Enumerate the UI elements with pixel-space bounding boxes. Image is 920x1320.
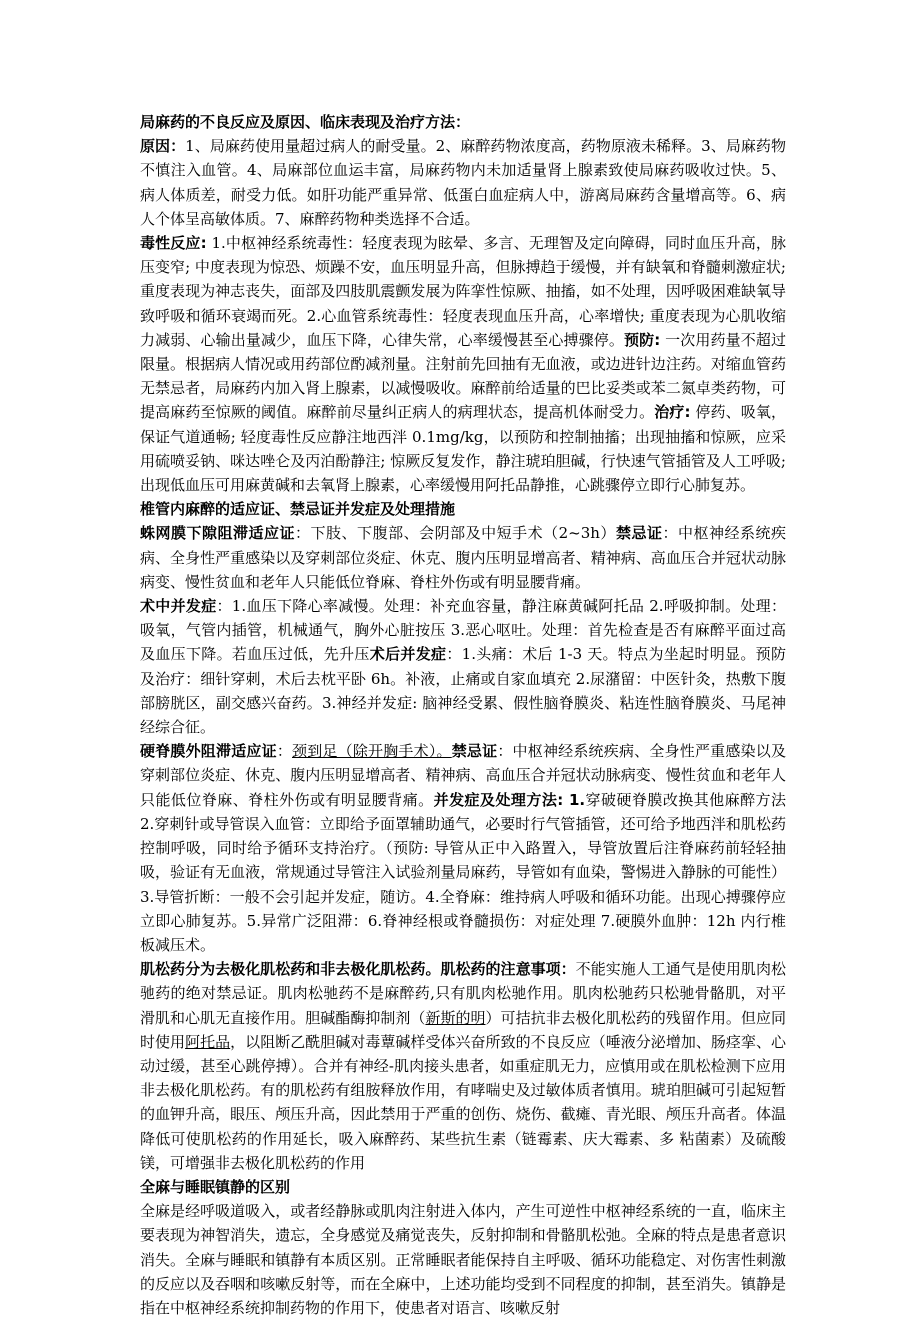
- body-text: 停药、吸氧，保证气道通畅; 轻度毒性反应静注地西泮 0.1mg/kg，以预防和控制抽搐；出现抽搐和惊厥，应采用硫喷妥钠、咪达唑仑及丙泊酚静注; 惊厥反复发作，静注琥珀胆碱，行快速气管插管及人工呼吸; 出现低血压可用麻黄碱和去氧肾上腺素，心率缓慢用阿托品静推，心跳骤停立即行心肺复苏。: [140, 403, 786, 495]
- bold-label: 硬脊膜外阻滞适应证: [140, 742, 277, 761]
- body-text: ，以阻断乙酰胆碱对毒蕈碱样受体兴奋所致的不良反应（唾液分泌增加、肠痉挛、心动过缓，甚至心跳停搏）。合并有神经-肌肉接头患者，如重症肌无力，应慎用或在肌松检测下应用非去极化肌松药。有的肌松药有组胺释放作用，有哮喘史及过敏体质者慎用。琥珀胆碱可引起短暂的血钾升高，眼压、颅压升高，因此禁用于严重的创伤、烧伤、截瘫、青光眼、颅压升高者。体温降低可使肌松药的作用延长，吸入麻醉药、某些抗生素（链霉素、庆大霉素、多 粘菌素）及硫酸镁，可增强非去极化肌松药的作用: [140, 1032, 786, 1172]
- bold-label: 禁忌证: [615, 524, 663, 543]
- bold-label: 肌松药分为去极化肌松药和非去极化肌松药。肌松药的注意事项：: [140, 960, 576, 979]
- bold-label: 术后并发症: [369, 645, 447, 664]
- bold-label: 术中并发症: [140, 597, 217, 616]
- section-heading: [140, 497, 786, 521]
- document-page: [140, 110, 786, 1320]
- paragraph: [140, 594, 786, 739]
- body-text: ：中枢神经系统疾病、全身性严重感染以及穿刺部位炎症、休克、腹内压明显增高者、精神病、高血压合并冠状动脉病变、慢性贫血和老年人只能低位脊麻、脊柱外伤或有明显腰背痛。: [140, 524, 786, 591]
- body-text: ：中枢神经系统疾病、全身性严重感染以及穿刺部位炎症、休克、腹内压明显增高者、精神病、高血压合并冠状动脉病变、慢性贫血和老年人只能低位脊麻、脊柱外伤或有明显腰背痛。: [140, 742, 786, 809]
- paragraph: [140, 521, 786, 594]
- section-heading: [140, 110, 786, 134]
- bold-label: 治疗:: [654, 403, 691, 422]
- section-heading: [140, 1175, 786, 1199]
- paragraph: [140, 134, 786, 231]
- body-text: ：下肢、下腹部、会阴部及中短手术（2~3h）: [295, 524, 616, 543]
- body-text: 1、局麻药使用量超过病人的耐受量。2、麻醉药物浓度高，药物原液未稀释。3、局麻药物不慎注入血管。4、局麻部位血运丰富，局麻药物内未加适量肾上腺素致使局麻药吸收过快。5、病人体质差，耐受力低。如肝功能严重异常、低蛋白血症病人中，游离局麻药含量增高等。6、病人个体呈高敏体质。7、麻醉药物种类选择不合适。: [140, 137, 786, 228]
- paragraph: [140, 739, 786, 957]
- body-text: ）可拮抗非去极化肌松药的残留作用。但应同时使用: [140, 1008, 786, 1051]
- bold-label: 毒性反应:: [140, 234, 207, 253]
- bold-label: 椎管内麻醉的适应证、禁忌证并发症及处理措施: [140, 500, 456, 519]
- body-text: ：1.血压下降心率减慢。处理：补充血容量，静注麻黄碱阿托品 2.呼吸抑制。处理：吸氧，气管内插管，机械通气，胸外心脏按压 3.恶心呕吐。处理：首先检查是否有麻醉平面过高及血压下降。若血压过低，先升压: [140, 597, 786, 664]
- bold-label: 蛛网膜下隙阻滞适应证: [140, 524, 296, 543]
- body-text: 1.中枢神经系统毒性：轻度表现为眩晕、多言、无理智及定向障碍，同时血压升高，脉压变窄; 中度表现为惊恐、烦躁不安，血压明显升高，但脉搏趋于缓慢，并有缺氧和脊髓刺激症状; 重度表现为神志丧失，面部及四肢肌震颤发展为阵挛性惊厥、抽搐，如不处理，因呼吸困难缺氧导致呼吸和循环衰竭而死。2.心血管系统毒性：轻度表现血压升高，心率增快; 重度表现为心肌收缩力减弱、心输出量减少，血压下降，心律失常，心率缓慢甚至心搏骤停。: [140, 234, 786, 349]
- body-text: 一次用药量不超过限量。根据病人情况或用药部位酌减剂量。注射前先回抽有无血液，或边进针边注药。对缩血管药无禁忌者，局麻药内加入肾上腺素，以减慢吸收。麻醉前给适量的巴比妥类或苯二氮卓类药物，可提高麻药至惊厥的阈值。麻醉前尽量纠正病人的病理状态，提高机体耐受力。: [140, 330, 786, 422]
- bold-label: 并发症及处理方法: 1.: [433, 790, 586, 809]
- bold-label: 局麻药的不良反应及原因、临床表现及治疗方法：: [140, 113, 471, 131]
- bold-label: 原因：: [140, 137, 186, 156]
- body-text: ：: [276, 742, 293, 761]
- bold-label: 预防:: [623, 330, 661, 349]
- paragraph: [140, 957, 786, 1175]
- paragraph: [140, 231, 786, 497]
- body-text: 全麻是经呼吸道吸入，或者经静脉或肌肉注射进入体内，产生可逆性中枢神经系统的一直，临床主要表现为神智消失，遗忘，全身感觉及痛觉丧失，反射抑制和骨骼肌松弛。全麻的特点是患者意识消失。全麻与睡眠和镇静有本质区别。正常睡眠者能保持自主呼吸、循环功能稳定、对伤害性刺激的反应以及吞咽和咳嗽反射等，而在全麻中，上述功能均受到不同程度的抑制，甚至消失。镇静是指在中枢神经系统抑制药物的作用下，使患者对语言、咳嗽反射: [140, 1202, 786, 1317]
- underlined-text: 阿托品: [185, 1032, 231, 1051]
- body-text: 穿破硬脊膜改换其他麻醉方法 2.穿刺针或导管误入血管：立即给予面罩辅助通气，必要时行气管插管，还可给予地西泮和肌松药控制呼吸，同时给予循环支持治疗。（预防: 导管从正中入路置入，导管放置后注脊麻药前轻轻抽吸，验证有无血液，常规通过导管注入试验剂量局麻药，导管如有血染，警惕进入静脉的可能性）3.导管折断：一般不会引起并发症，随访。4.全脊麻：维持病人呼吸和循环功能。出现心搏骤停应立即心肺复苏。5.异常广泛阻滞：6.脊神经根或脊髓损伤：对症处理 7.硬膜外血肿：12h 内行椎板减压术。: [140, 790, 786, 954]
- underlined-text: 新斯的明: [425, 1008, 486, 1027]
- underlined-text: 颈到足（除开胸手术）。: [292, 742, 452, 761]
- bold-label: 禁忌证: [451, 742, 498, 761]
- bold-label: 全麻与睡眠镇静的区别: [140, 1177, 291, 1196]
- body-text: ：1.头痛：术后 1-3 天。特点为坐起时明显。预防及治疗：细针穿刺，术后去枕平卧 6h。补液，止痛或自家血填充 2.尿潴留：中医针灸，热敷下腹部膀胱区，副交感兴奋药。3.神经并发症: 脑神经受累、假性脑脊膜炎、粘连性脑脊膜炎、马尾神经综合征。: [140, 645, 786, 737]
- body-text: 不能实施人工通气是使用肌肉松驰药的绝对禁忌证。肌肉松驰药不是麻醉药,只有肌肉松驰作用。肌肉松驰药只松驰骨骼肌，对平滑肌和心肌无直接作用。胆碱酯酶抑制剂（: [140, 960, 786, 1027]
